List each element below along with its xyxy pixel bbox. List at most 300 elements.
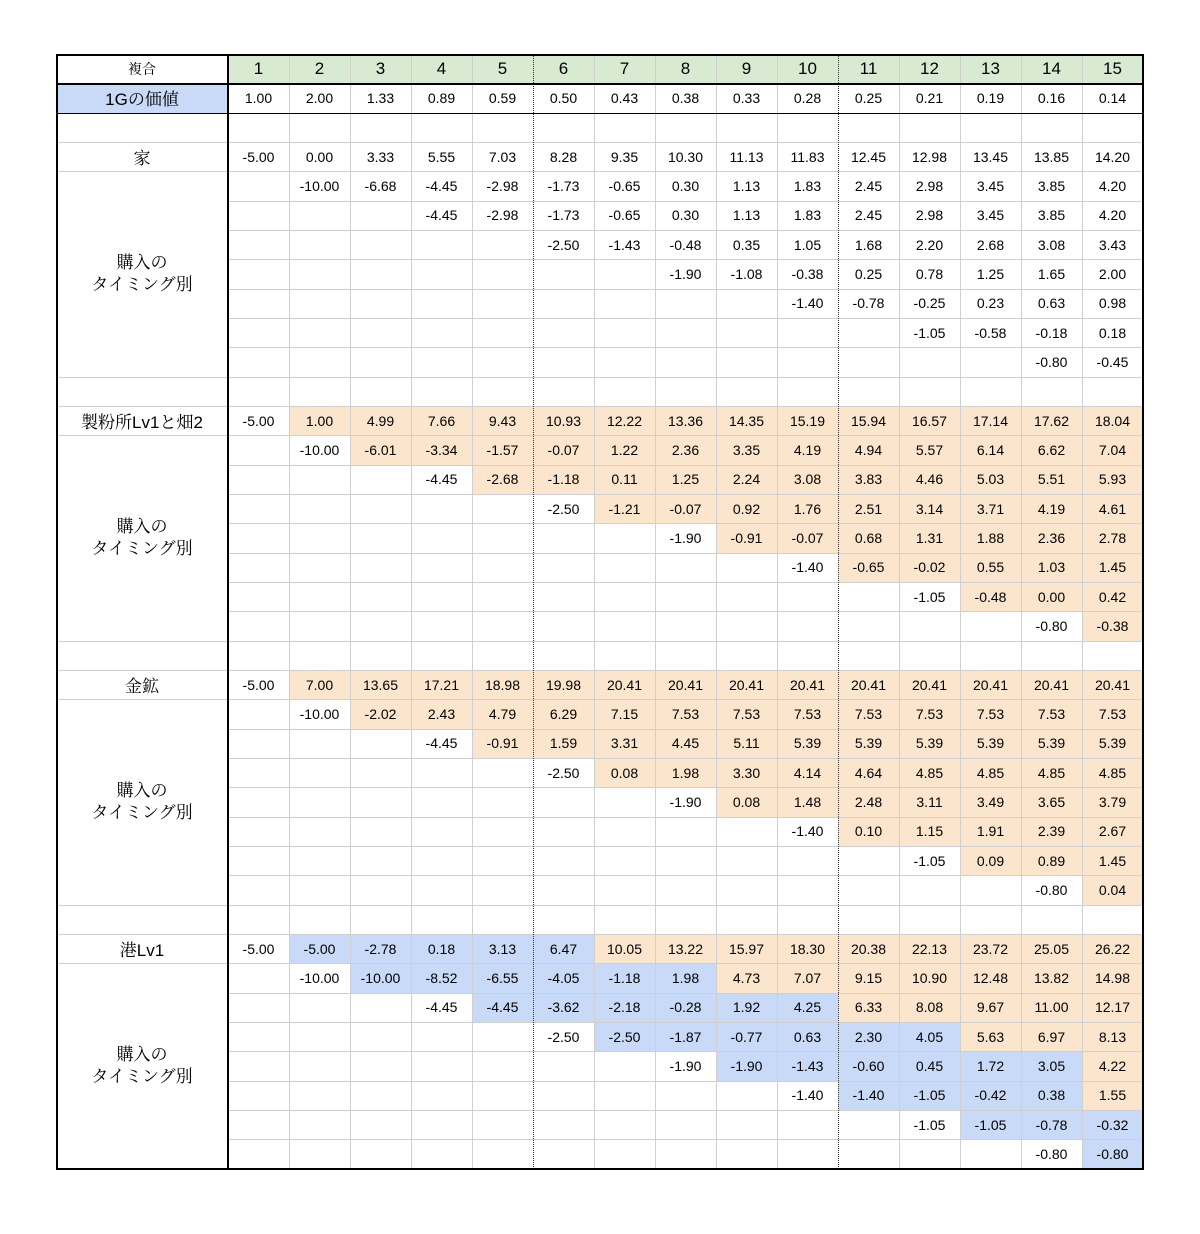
data-cell [411,318,472,347]
data-cell: 11.13 [729,148,764,165]
data-cell: 20.41 [960,670,1021,699]
data-cell: 5.39 [1082,729,1143,758]
grid-line [228,494,1143,495]
data-cell [289,582,350,611]
data-cell [228,494,289,523]
data-cell: -0.77 [716,1022,777,1051]
data-cell: 4.22 [1082,1051,1143,1080]
data-cell [777,611,838,640]
value-cell: 0.16 [1037,89,1066,106]
grid-line [228,553,1143,554]
data-cell: 14.20 [1094,148,1131,165]
data-cell: 2.36 [1021,523,1082,552]
data-cell [289,347,350,376]
border-line [56,1168,1144,1170]
border-line [1142,54,1144,1169]
value-cell: 0.38 [671,89,700,106]
data-cell: 0.08 [594,758,655,787]
data-cell: 3.08 [1037,236,1066,253]
data-cell [350,846,411,875]
data-cell: -0.65 [608,177,641,194]
data-cell [289,259,350,288]
data-cell: 0.18 [1098,324,1127,341]
data-cell [533,846,594,875]
grid-line [228,259,1143,260]
data-cell [716,347,777,376]
data-cell: 0.18 [411,934,472,963]
data-cell: -10.00 [299,705,340,722]
data-cell: 7.66 [411,406,472,435]
grid-line [228,318,1143,319]
data-cell [228,171,289,200]
data-cell: -1.18 [533,465,594,494]
data-cell: 1.13 [732,207,761,224]
data-cell: 3.33 [366,148,395,165]
data-cell [228,729,289,758]
data-cell: 7.15 [594,699,655,728]
section-title: 製粉所Lv1と畑2 [81,413,203,433]
data-cell: 10.05 [594,934,655,963]
data-cell: -0.42 [960,1081,1021,1110]
data-cell: -1.05 [899,1081,960,1110]
data-cell [228,758,289,787]
data-cell [289,523,350,552]
data-cell: 1.25 [655,465,716,494]
data-cell [838,611,899,640]
data-cell: 6.29 [533,699,594,728]
data-cell: 15.19 [777,406,838,435]
section-sublabel: 購入の タイミング別 [91,252,193,294]
data-cell [350,817,411,846]
data-cell [655,611,716,640]
data-cell [228,582,289,611]
data-cell [411,553,472,582]
dotted-separator [533,54,534,1169]
data-cell: 5.39 [1021,729,1082,758]
data-cell: 7.53 [1082,699,1143,728]
data-cell [533,1051,594,1080]
data-cell: 1.31 [899,523,960,552]
data-cell: 20.38 [838,934,899,963]
data-cell: 1.00 [289,406,350,435]
grid-line [56,905,228,906]
data-cell: -2.50 [547,500,580,517]
data-cell: -5.00 [242,148,275,165]
grid-line [228,1139,1143,1140]
data-cell [594,582,655,611]
data-cell [411,1139,472,1168]
data-cell: -2.98 [486,207,519,224]
data-cell: 0.35 [732,236,761,253]
data-cell [228,699,289,728]
data-cell [228,1081,289,1110]
data-cell: 1.76 [777,494,838,523]
data-cell: 1.45 [1082,553,1143,582]
data-cell: 2.43 [411,699,472,728]
data-cell [533,1110,594,1139]
data-cell: -0.80 [1035,1145,1068,1162]
data-cell [350,318,411,347]
data-cell [594,1110,655,1139]
data-cell [411,347,472,376]
data-cell: 5.03 [960,465,1021,494]
data-cell: 23.72 [960,934,1021,963]
column-header: 6 [533,54,594,83]
data-cell [960,875,1021,904]
data-cell: 4.85 [1021,758,1082,787]
data-cell [472,817,533,846]
column-header: 5 [472,54,533,83]
data-cell [594,523,655,552]
section-title: 金鉱 [125,677,159,697]
data-cell [289,1139,350,1168]
data-cell [777,1139,838,1168]
value-cell: 0.28 [793,89,822,106]
data-cell [533,611,594,640]
data-cell: 0.63 [1037,295,1066,312]
data-cell [533,1139,594,1168]
data-cell: 13.22 [655,934,716,963]
data-cell: -4.45 [425,207,458,224]
data-cell [289,787,350,816]
data-cell [533,347,594,376]
data-cell: 17.14 [960,406,1021,435]
data-cell: 7.53 [777,699,838,728]
data-cell: 4.85 [1082,758,1143,787]
data-cell [594,611,655,640]
value-cell: 1.33 [366,89,395,106]
data-cell: -8.52 [411,963,472,992]
data-cell: 0.11 [594,465,655,494]
grid-line [228,641,1143,642]
data-cell [411,289,472,318]
data-cell [350,494,411,523]
data-cell [228,201,289,230]
data-cell: 12.45 [850,148,887,165]
data-cell: 17.21 [411,670,472,699]
value-cell: 0.33 [732,89,761,106]
data-cell [228,318,289,347]
data-cell [655,1081,716,1110]
data-cell: 7.53 [655,699,716,728]
border-line [56,113,1143,115]
data-cell: 6.47 [533,934,594,963]
value-cell: 0.19 [976,89,1005,106]
data-cell [594,787,655,816]
data-cell: -4.45 [472,993,533,1022]
data-cell: -2.50 [547,236,580,253]
data-cell: -2.50 [547,764,580,781]
data-cell [655,347,716,376]
data-cell: 20.41 [838,670,899,699]
data-cell: 7.53 [716,699,777,728]
grid-line [777,54,778,1169]
data-cell: -1.87 [655,1022,716,1051]
data-cell [411,230,472,259]
data-cell: 1.22 [594,435,655,464]
data-cell [655,817,716,846]
data-cell [228,435,289,464]
data-cell [289,846,350,875]
data-cell [228,523,289,552]
data-cell [350,259,411,288]
data-cell [655,1110,716,1139]
data-cell: 9.15 [838,963,899,992]
data-cell [411,1022,472,1051]
data-cell [655,582,716,611]
data-cell: 3.71 [960,494,1021,523]
data-cell [960,347,1021,376]
data-cell: 1.72 [960,1051,1021,1080]
grid-line [228,611,1143,612]
data-cell: 26.22 [1082,934,1143,963]
data-cell [594,1081,655,1110]
data-cell: 6.97 [1021,1022,1082,1051]
data-cell [655,875,716,904]
data-cell: 0.04 [1082,875,1143,904]
data-cell [777,318,838,347]
data-cell [472,1139,533,1168]
data-cell: -2.78 [350,934,411,963]
data-cell [411,1110,472,1139]
data-cell: 4.46 [899,465,960,494]
column-header: 11 [838,54,899,83]
data-cell [472,318,533,347]
data-cell [228,1110,289,1139]
data-cell [533,582,594,611]
grid-line [228,347,1143,348]
grid-line [56,377,228,378]
grid-line [289,54,290,1169]
data-cell [655,318,716,347]
header-corner-label: 複合 [128,60,156,77]
data-cell [350,582,411,611]
data-cell: 4.20 [1098,207,1127,224]
data-cell [228,787,289,816]
data-cell: -4.05 [533,963,594,992]
data-cell: 7.03 [488,148,517,165]
data-cell [533,787,594,816]
value-cell: 0.21 [915,89,944,106]
data-cell: 2.45 [854,177,883,194]
data-cell: 4.99 [350,406,411,435]
data-cell: -0.65 [838,553,899,582]
data-cell: 20.41 [899,670,960,699]
data-cell: -1.40 [791,823,824,840]
data-cell [289,1022,350,1051]
data-cell [289,875,350,904]
data-cell: 0.25 [854,265,883,282]
data-cell: -5.00 [242,940,275,957]
value-row-label: 1Gの価値 [56,83,228,112]
data-cell: 3.30 [716,758,777,787]
data-cell: 8.13 [1082,1022,1143,1051]
data-cell: 3.83 [838,465,899,494]
data-cell: 11.00 [1021,993,1082,1022]
data-cell: 12.22 [594,406,655,435]
grid-line [228,875,1143,876]
data-cell: 20.41 [1082,670,1143,699]
data-cell: -0.80 [1082,1139,1143,1168]
data-cell [655,289,716,318]
data-cell [228,289,289,318]
data-cell: 5.39 [777,729,838,758]
grid-line [228,1081,1143,1082]
data-cell [289,1110,350,1139]
data-cell: -1.05 [913,324,946,341]
data-cell [716,289,777,318]
data-cell: 7.53 [1021,699,1082,728]
data-cell: 8.28 [549,148,578,165]
data-cell: -6.01 [350,435,411,464]
data-cell: 22.13 [899,934,960,963]
data-cell: -5.00 [242,412,275,429]
data-cell: -0.91 [472,729,533,758]
data-cell: 1.92 [716,993,777,1022]
data-cell: 1.68 [854,236,883,253]
data-cell [472,1022,533,1051]
data-cell: 18.30 [777,934,838,963]
data-cell: 3.85 [1037,207,1066,224]
data-cell [228,1022,289,1051]
data-cell [777,875,838,904]
data-cell: 2.30 [838,1022,899,1051]
data-cell: 0.08 [716,787,777,816]
data-cell [472,347,533,376]
data-cell: 0.92 [716,494,777,523]
section-title: 港Lv1 [119,941,165,961]
data-cell: 1.48 [777,787,838,816]
grid-line [228,582,1143,583]
data-cell: 5.39 [899,729,960,758]
data-cell: 1.83 [793,177,822,194]
column-header: 12 [899,54,960,83]
data-cell: -1.18 [594,963,655,992]
data-cell: 0.89 [1021,846,1082,875]
data-cell: 2.68 [976,236,1005,253]
data-cell: 16.57 [899,406,960,435]
data-cell: 3.05 [1021,1051,1082,1080]
data-cell [838,846,899,875]
data-cell: -0.80 [1035,353,1068,370]
data-cell: 7.07 [777,963,838,992]
data-cell: -10.00 [299,441,340,458]
data-cell: 4.79 [472,699,533,728]
data-cell: -1.05 [960,1110,1021,1139]
data-cell [411,1081,472,1110]
data-cell: -5.00 [242,676,275,693]
value-cell: 0.50 [549,89,578,106]
data-cell: 3.85 [1037,177,1066,194]
border-line [56,83,1143,85]
data-cell [228,259,289,288]
grid-line [228,142,1143,143]
data-cell [350,1051,411,1080]
column-header: 13 [960,54,1021,83]
data-cell [228,1139,289,1168]
data-cell: 0.42 [1082,582,1143,611]
data-cell: -1.05 [913,1116,946,1133]
data-cell: 5.39 [960,729,1021,758]
data-cell: 0.00 [305,148,334,165]
data-cell [350,1081,411,1110]
data-cell [594,259,655,288]
data-cell: -0.45 [1096,353,1129,370]
data-cell: -4.45 [425,177,458,194]
data-cell [838,1139,899,1168]
data-cell: -10.00 [299,177,340,194]
data-cell [594,846,655,875]
grid-line [594,54,595,1169]
data-cell: -1.40 [791,559,824,576]
data-cell: -1.05 [913,852,946,869]
data-cell: 4.25 [777,993,838,1022]
data-cell: 3.45 [976,177,1005,194]
data-cell [228,230,289,259]
data-cell [777,846,838,875]
column-header: 3 [350,54,411,83]
data-cell: 0.09 [960,846,1021,875]
data-cell: 6.33 [838,993,899,1022]
data-cell [472,758,533,787]
data-cell: -0.48 [669,236,702,253]
data-cell [777,1110,838,1139]
data-cell [411,1051,472,1080]
data-cell [472,1051,533,1080]
data-cell [228,817,289,846]
data-cell: 13.65 [350,670,411,699]
data-cell: 25.05 [1021,934,1082,963]
grid-line [1082,54,1083,1169]
data-cell [411,582,472,611]
data-cell: 4.85 [960,758,1021,787]
data-cell: 15.94 [838,406,899,435]
data-cell: 20.41 [594,670,655,699]
grid-line [228,905,1143,906]
data-cell [228,611,289,640]
data-cell [289,465,350,494]
data-cell: 3.45 [976,207,1005,224]
data-cell: -0.18 [1035,324,1068,341]
data-cell [716,846,777,875]
data-cell [472,230,533,259]
data-cell: 9.35 [610,148,639,165]
data-cell: -4.45 [425,471,458,488]
data-cell: 7.53 [899,699,960,728]
grid-line [56,934,228,935]
data-cell [594,1139,655,1168]
data-cell: -0.02 [899,553,960,582]
data-cell [594,817,655,846]
data-cell: -1.73 [547,207,580,224]
data-cell: -2.18 [594,993,655,1022]
data-cell: -1.21 [594,494,655,523]
grid-line [228,230,1143,231]
data-cell [716,611,777,640]
data-cell [594,553,655,582]
data-cell [594,1051,655,1080]
data-cell: 3.11 [899,787,960,816]
data-cell [716,817,777,846]
data-cell: 4.94 [838,435,899,464]
data-cell: 10.93 [533,406,594,435]
grid-line [56,641,228,642]
grid-line [228,846,1143,847]
data-cell: 13.45 [972,148,1009,165]
section-title: 家 [133,149,151,169]
data-cell: -0.48 [960,582,1021,611]
data-cell: -1.90 [716,1051,777,1080]
